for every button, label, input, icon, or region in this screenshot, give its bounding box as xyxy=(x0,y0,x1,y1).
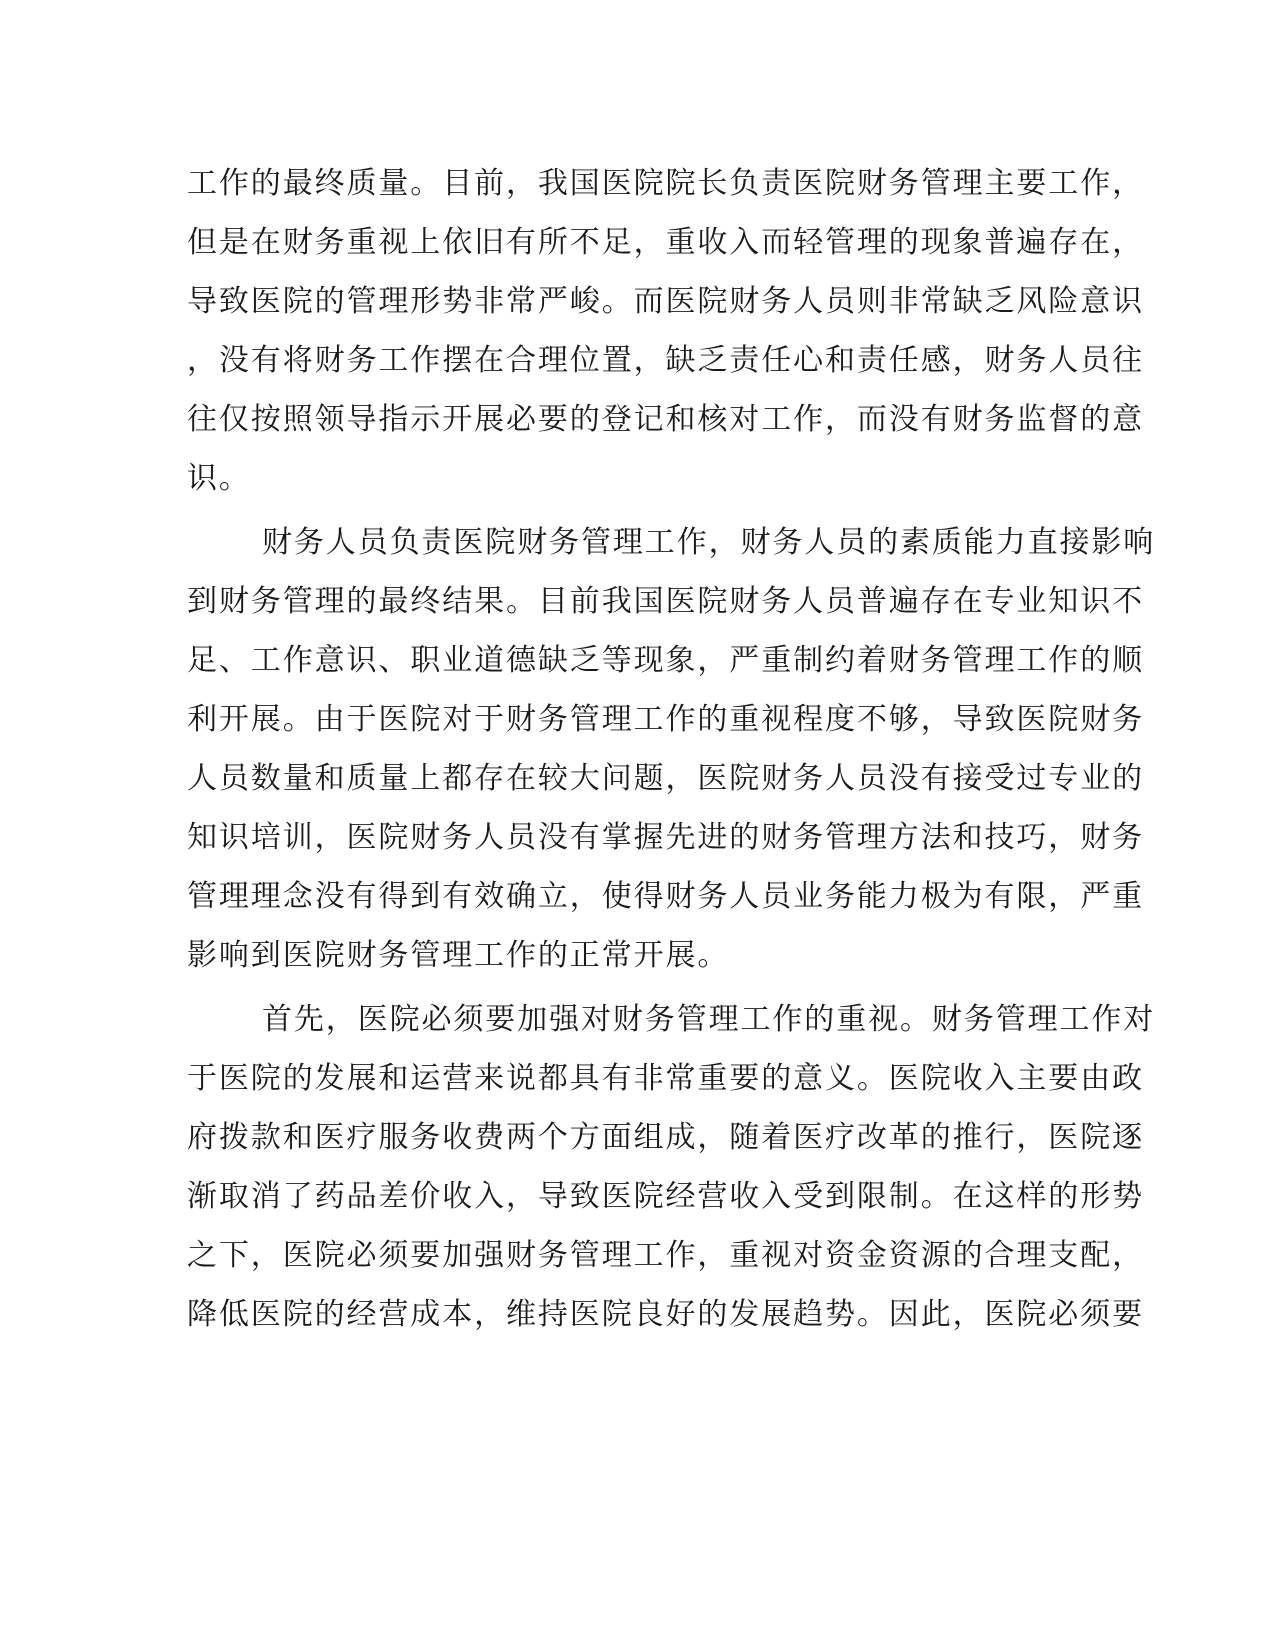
paragraph-2-line-6: 知识培训，医院财务人员没有掌握先进的财务管理方法和技巧，财务 xyxy=(187,820,1144,855)
paragraph-2-line-5: 人员数量和质量上都存在较大问题，医院财务人员没有接受过专业的 xyxy=(187,761,1144,796)
paragraph-1-line-1: 工作的最终质量。目前，我国医院院长负责医院财务管理主要工作， xyxy=(187,166,1144,201)
paragraph-1-line-6: 识。 xyxy=(187,461,251,496)
paragraph-2-line-8: 影响到医院财务管理工作的正常开展。 xyxy=(187,938,730,973)
paragraph-3-line-3: 府拨款和医疗服务收费两个方面组成，随着医疗改革的推行，医院逐 xyxy=(187,1120,1144,1155)
paragraph-3-line-6: 降低医院的经营成本，维持医院良好的发展趋势。因此，医院必须要 xyxy=(187,1297,1144,1332)
paragraph-3-line-4: 渐取消了药品差价收入，导致医院经营收入受到限制。在这样的形势 xyxy=(187,1179,1144,1214)
paragraph-2-line-7: 管理理念没有得到有效确立，使得财务人员业务能力极为有限，严重 xyxy=(187,879,1144,914)
paragraph-1-line-3: 导致医院的管理形势非常严峻。而医院财务人员则非常缺乏风险意识 xyxy=(187,284,1144,319)
paragraph-3-line-2: 于医院的发展和运营来说都具有非常重要的意义。医院收入主要由政 xyxy=(187,1061,1144,1096)
paragraph-2-line-2: 到财务管理的最终结果。目前我国医院财务人员普遍存在专业知识不 xyxy=(187,584,1144,619)
paragraph-2-line-1: 财务人员负责医院财务管理工作，财务人员的素质能力直接影响 xyxy=(262,525,1156,560)
paragraph-2-line-3: 足、工作意识、职业道德缺乏等现象，严重制约着财务管理工作的顺 xyxy=(187,643,1144,678)
paragraph-3-line-5: 之下，医院必须要加强财务管理工作，重视对资金资源的合理支配， xyxy=(187,1238,1144,1273)
paragraph-1-line-2: 但是在财务重视上依旧有所不足，重收入而轻管理的现象普遍存在， xyxy=(187,225,1144,260)
paragraph-1-line-4: ，没有将财务工作摆在合理位置，缺乏责任心和责任感，财务人员往 xyxy=(187,343,1144,378)
paragraph-3-line-1: 首先，医院必须要加强对财务管理工作的重视。财务管理工作对 xyxy=(262,1002,1156,1037)
paragraph-1-line-5: 往仅按照领导指示开展必要的登记和核对工作，而没有财务监督的意 xyxy=(187,402,1144,437)
paragraph-2-line-4: 利开展。由于医院对于财务管理工作的重视程度不够，导致医院财务 xyxy=(187,702,1144,737)
